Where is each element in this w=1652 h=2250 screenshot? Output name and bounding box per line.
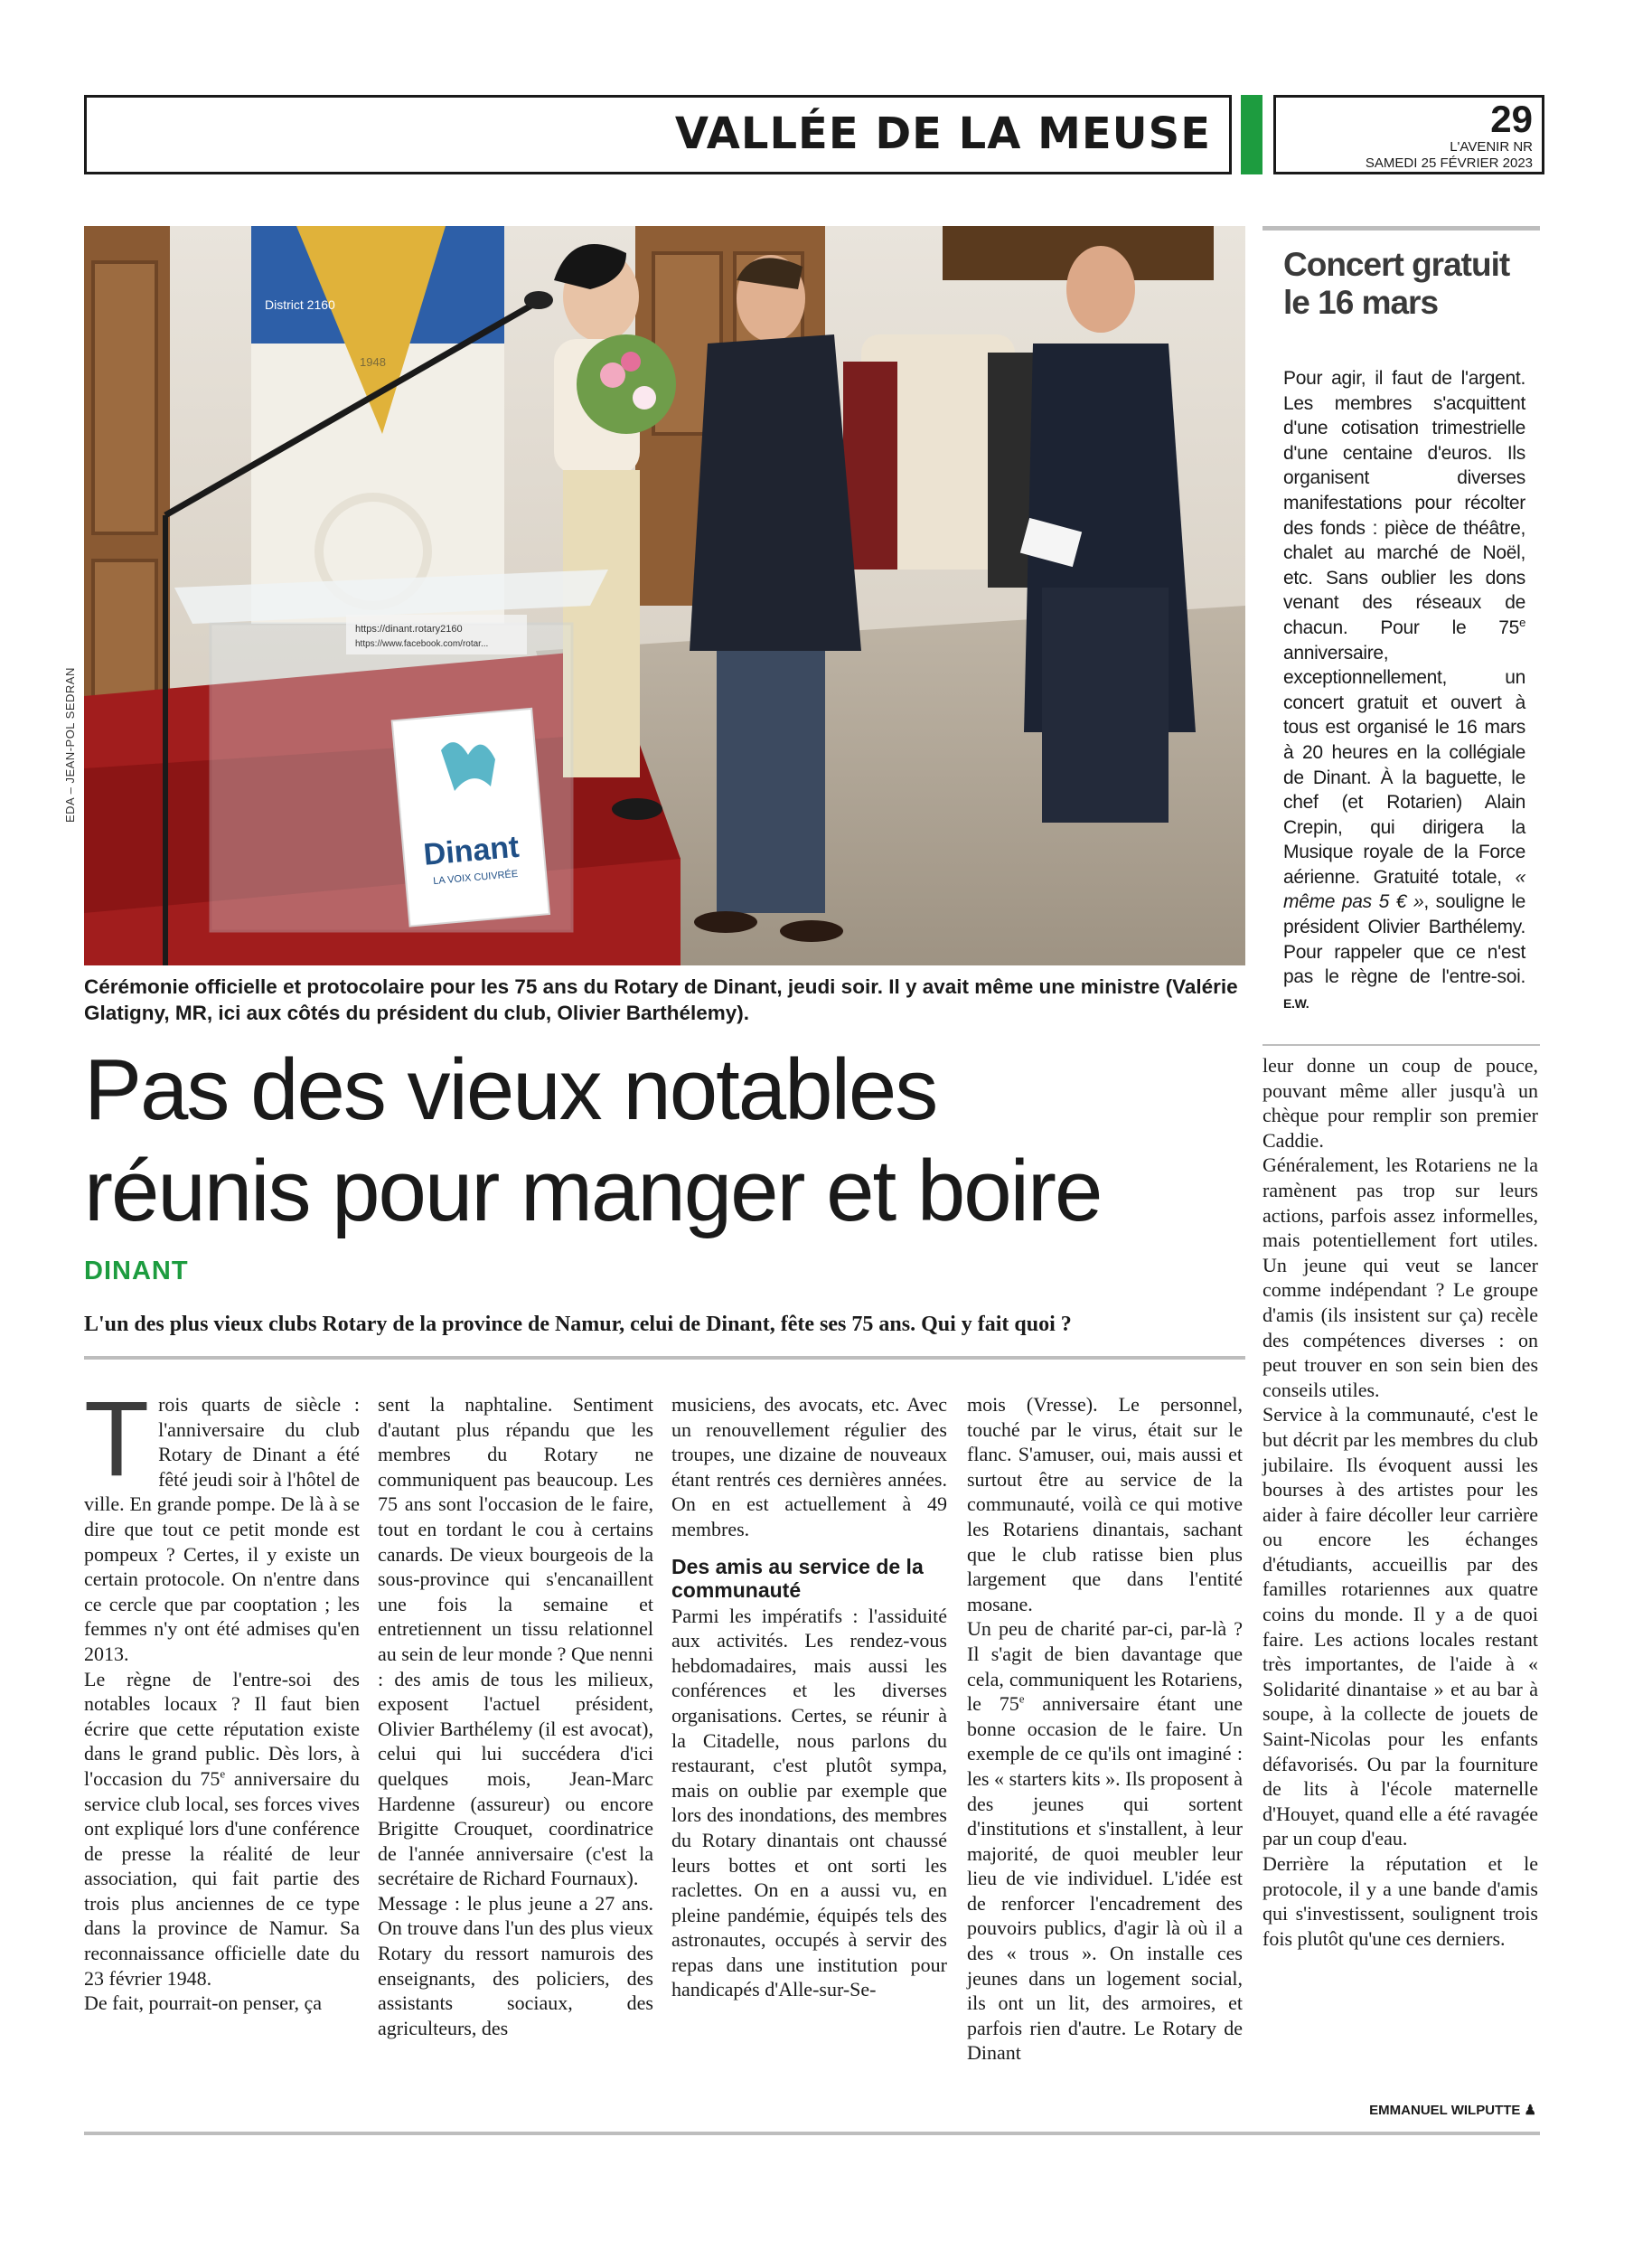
- paper-name: L'AVENIR NR: [1450, 139, 1533, 155]
- headline-line-2: réunis pour manger et boire: [84, 1143, 1102, 1239]
- paragraph: Derrière la réputation et le protocole, il y a une bande d'amis qui s'investissent, soulignent trois fois plutôt qu'une ces derniers.: [1262, 1852, 1538, 1950]
- byline-name: EMMANUEL WILPUTTE: [1369, 2103, 1521, 2118]
- paragraph: mois (Vresse). Le personnel, touché par le virus, était sur le flanc. S'amuser, oui, mais aussi et surtout être au service de la communauté, voilà ce qui motive les Rotariens dinantais, sachant que le club ratisse bien plus largement que dans l'entité mosane.: [967, 1393, 1243, 1615]
- photo-caption: Cérémonie officielle et protocolaire pour les 75 ans du Rotary de Dinant, jeudi soir. Il y avait même une ministre (Valérie Glatigny, MR, ici aux côtés du président du club, Olivier Barthélemy).: [84, 975, 1238, 1024]
- sidebar-text: Pour agir, il faut de l'argent. Les membres s'acquittent d'une cotisation trimestrielle d'une centaine d'euros. Ils organisent diverses manifestations pour récolter des fonds : pièce de théâtre, chalet au marché de Noël, etc. Sans oublier les dons venant des réseaux de chacun. Pour le 75: [1283, 368, 1525, 638]
- superscript: e: [220, 1766, 226, 1781]
- article-column-4: [967, 1392, 1243, 2066]
- paragraph: Le règne de l'entre-soi des notables locaux ? Il faut bien écrire que cette réputation existe dans le grand public. Dès lors, à l'occasion du 75: [84, 1667, 360, 1790]
- sidebar-body: [1283, 366, 1525, 1016]
- page-info-box: [1273, 95, 1544, 174]
- article-column-2: [378, 1392, 653, 2040]
- article-subheading: Des amis au service de la communauté: [671, 1554, 924, 1602]
- lectern-url-2: https://www.facebook.com/rotar...: [355, 639, 489, 649]
- paragraph: Généralement, les Rotariens ne la ramènent pas trop sur leurs actions, parfois assez informelles, mais potentiellement fort utiles. Un jeune qui veut se lancer comme indépendant ? Le groupe d'amis (ils insistent sur ça) recèle des compétences diverses : on peut trouver en son sein bien des conseils utiles.: [1262, 1153, 1538, 1401]
- banner-district-text: District 2160: [265, 297, 335, 312]
- paragraph: rois quarts de siècle : l'anniversaire du club Rotary de Dinant a été fêté jeudi soir à l'hôtel de ville. En grande pompe. De là à se dire que tout ce petit monde est pompeux ? Certes, il y existe un certain protocole. On n'entre dans ce cercle que par cooptation ; les femmes n'y ont été admises qu'en 2013.: [84, 1393, 360, 1665]
- lede-divider: [84, 1356, 1245, 1360]
- sign-subtitle-text: LA VOIX CUIVRÉE: [432, 868, 519, 888]
- page-number: 29: [1490, 98, 1533, 140]
- paragraph: Service à la communauté, c'est le but décrit par les membres du club jubilaire. Ils évoquent aussi les bourses à des artistes pour les aider à faire décoller leur carrière ou encore les échanges d'étudiants, accueillis par des familles rotariennes aux quatre coins du monde. Il y a de quoi faire. Les actions locales restant très importantes, de l'aide à « Solidarité dinantaise » et au bar à soupe, à la collecte de jouets de Saint-Nicolas pour les enfants défavorisés. Ou par la fourniture de lits à l'école maternelle d'Houyet, quand elle a été ravagée par un coup d'eau.: [1262, 1403, 1538, 1850]
- paragraph: sent la naphtaline. Sentiment d'autant plus répandu que les membres du Rotary ne communiquent pas beaucoup. Les 75 ans sont l'occasion de le faire, tout en tordant le cou à certains canards. De vieux bourgeois de la sous-province qui s'encanaillent une fois la semaine et entretiennent un tissu relationnel au sein de leur monde ? Que nenni : des amis de tous les milieux, exposent l'actuel président, Olivier Barthélemy (il est avocat), celui qui lui succédera d'ici quelques mois, Jean-Marc Hardenne (assureur) ou encore Brigitte Crouquet, coordinatrice de l'année anniversaire (c'est la secrétaire de Richard Fournaux).: [378, 1393, 653, 1890]
- lectern-url-1: https://dinant.rotary2160: [355, 624, 463, 635]
- article-photo: [84, 226, 1245, 965]
- paragraph: De fait, pourrait-on penser, ça: [84, 1991, 323, 2015]
- section-accent-bar: [1241, 95, 1262, 174]
- paragraph: leur donne un coup de pouce, pouvant même aller jusqu'à un chèque pour remplir son premier Caddie.: [1262, 1054, 1538, 1152]
- article-column-5: [1262, 1053, 1538, 1951]
- paragraph: musiciens, des avocats, etc. Avec un renouvellement régulier des troupes, une dizaine de nouveaux étant rentrés ces dernières années. On en est actuellement à 49 membres.: [671, 1393, 947, 1540]
- sidebar-quote: « même pas 5 € »: [1283, 866, 1525, 913]
- article-column-1: [84, 1379, 361, 2016]
- ceremony-photo-illustration: [84, 226, 1245, 965]
- superscript: e: [1018, 1691, 1025, 1706]
- page-bottom-rule: [84, 2132, 1540, 2135]
- sidebar-title: Concert gratuit le 16 mars: [1283, 246, 1510, 321]
- photo-credit: EDA – JEAN-POL SEDRAN: [63, 667, 77, 823]
- drop-cap: T: [84, 1379, 150, 1499]
- article-column-3: [671, 1392, 947, 2002]
- paragraph-continued: anniversaire du service club local, ses forces vives ont expliqué lors d'une conférence de presse la réalité de leur association, qui fait partie des trois plus anciennes de ce type dans la province de Namur. Sa reconnaissance officielle date du 23 février 1948.: [84, 1766, 361, 1990]
- sidebar-top-rule: [1262, 226, 1540, 231]
- article-lede: L'un des plus vieux clubs Rotary de la province de Namur, celui de Dinant, fête ses 75 ans. Qui y fait quoi ?: [84, 1313, 1072, 1336]
- paragraph: Message : le plus jeune a 27 ans. On trouve dans l'un des plus vieux Rotary du ressort namurois des enseignants, des policiers, des assistants sociaux, des agriculteurs, des: [378, 1891, 653, 2039]
- issue-date: SAMEDI 25 FÉVRIER 2023: [1365, 155, 1533, 171]
- sidebar-text: anniversaire, exceptionnellement, un concert gratuit et ouvert à tous est organisé le 16 mars à 20 heures en la collégiale de Dinant. À la baguette, le chef (et Rotarien) Alain Crepin, qui dirigera la Musique royale de la Force aérienne. Gratuité totale,: [1283, 642, 1525, 888]
- article-byline: [1347, 2102, 1536, 2118]
- superscript: e: [1519, 615, 1525, 629]
- section-header: [84, 95, 1232, 174]
- sidebar-bottom-rule: [1262, 1044, 1540, 1046]
- sign-title-text: Dinant: [422, 829, 521, 872]
- paragraph-continued: anniversaire étant une bonne occasion de le faire. Un exemple de ce qu'ils ont imaginé : les « starters kits ». Ils proposent à des jeunes qui sortent d'institutions et s'installent, à leur majorité, de quoi meubler leur lieu de vie individuel. L'idée est de renforcer l'encadrement des pouvoirs publics, d'agir là où il a des « trous ». On installe ces jeunes dans un logement social, ils ont un lit, des armoires, et parfois rien d'autre. Le Rotary de Dinant: [967, 1692, 1243, 2065]
- headline-line-1: Pas des vieux notables: [84, 1041, 937, 1138]
- article-headline: [84, 1040, 1259, 1242]
- paragraph: Un peu de charité par-ci, par-là ? Il s'agit de bien davantage que cela, communiquent les Rotariens, le 75: [967, 1617, 1243, 1716]
- paragraph: Parmi les impératifs : l'assiduité aux activités. Les rendez-vous hebdomadaires, mais aussi les conférences et les diverses organisations. Certes, se réunir à la Citadelle, nous parlons du restaurant, c'est plutôt sympa, mais on oublie par exemple que lors des inondations, des membres du Rotary dinantais ont chaussé leurs bottes et ont sorti les raclettes. On en a aussi vu, en pleine pandémie, équipés tels des astronautes, occupés à servir des repas dans une institution pour handicapés d'Alle-sur-Se-: [671, 1604, 947, 2001]
- sidebar-text: , souligne le président Olivier Barthélemy. Pour rappeler que ce n'est pas le règne de l'entre-soi.: [1283, 891, 1525, 988]
- article-location-kicker: DINANT: [84, 1257, 189, 1285]
- banner-year-text: 1948: [360, 355, 386, 369]
- sidebar-author-initials: E.W.: [1283, 995, 1309, 1011]
- section-title: VALLÉE DE LA MEUSE: [674, 108, 1211, 159]
- person-icon: ♟: [1524, 2103, 1536, 2118]
